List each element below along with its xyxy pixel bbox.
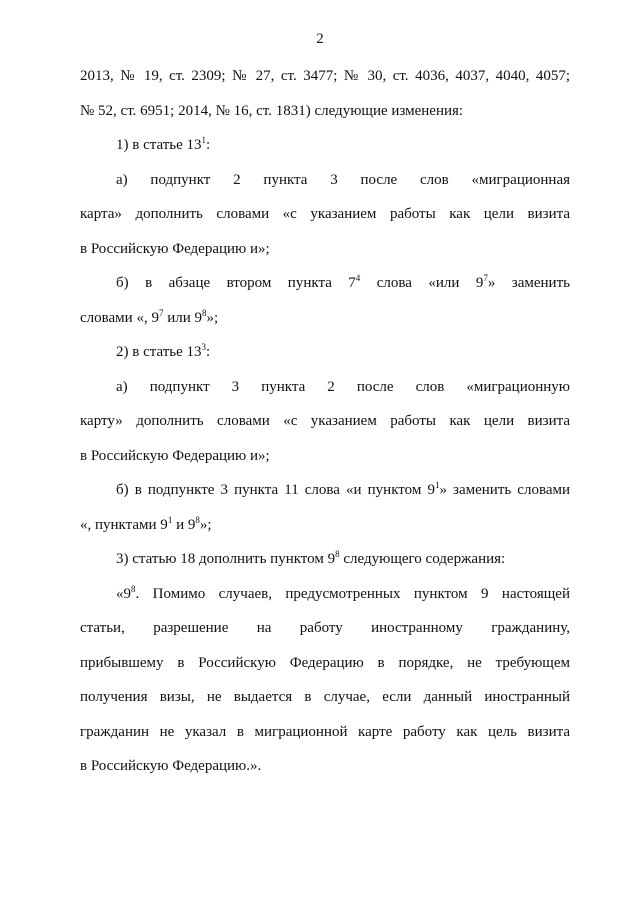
text-run: 1) в статье 13 [116,137,202,153]
paragraph [80,577,570,784]
text-line [80,749,570,784]
paragraph [80,163,570,267]
text-line [80,715,570,750]
text-run: »; [199,516,212,533]
text-run: «, пунктами 9 [80,516,168,533]
text-line [80,473,570,508]
text-run: словами «, 9 [80,309,159,326]
text-run: 2) в статье 13 [116,344,202,360]
text-run: в Российскую Федерацию.». [80,758,262,774]
text-run: а) подпункт 3 пункта 2 после слов «миграционную [116,378,570,395]
text-run: или 9 [163,309,203,326]
text-run: следующего содержания: [339,551,506,567]
text-line [80,128,570,163]
text-line [80,646,570,681]
text-run: «9 [116,585,131,602]
superscript: 8 [335,549,340,559]
superscript: 7 [158,307,164,318]
text-line [80,335,570,370]
superscript: 8 [131,583,136,594]
text-line [80,232,570,267]
text-run: : [206,137,211,153]
text-run: получения визы, не выдается в случае, если данный иностранный [80,689,570,705]
text-run: карту» дополнить словами «с указанием работы как цели визита [80,413,570,429]
paragraph [80,370,570,474]
paragraph [80,473,570,542]
paragraph [80,59,570,128]
paragraph [80,542,570,577]
text-line [80,680,570,715]
text-run: 2013, № 19, ст. 2309; № 27, ст. 3477; № 30, ст. 4036, 4037, 4040, 4057; [80,68,570,84]
text-run: б) в подпункте 3 пункта 11 слова «и пунктом 9 [116,482,435,498]
text-line [80,163,570,198]
paragraph [80,266,570,335]
text-line [80,542,570,577]
paragraph [80,335,570,370]
superscript: 1 [167,514,173,525]
text-line [80,611,570,646]
text-line [80,508,570,543]
text-run: статьи, разрешение на работу иностранному гражданину, [80,620,570,636]
text-run: и 9 [172,516,196,533]
text-line [80,577,570,612]
text-line [80,370,570,405]
text-run: № 52, ст. 6951; 2014, № 16, ст. 1831) следующие изменения: [80,102,464,119]
text-line [80,59,570,94]
superscript: 7 [483,273,488,283]
text-run: 3) статью 18 дополнить пунктом 9 [116,551,336,567]
text-line [80,197,570,232]
text-run: гражданин не указал в миграционной карте работу как цель визита [80,723,570,740]
text-line [80,301,570,336]
superscript: 4 [355,273,361,283]
superscript: 8 [195,514,200,525]
document-body [80,59,570,784]
text-run: прибывшему в Российскую Федерацию в порядке, не требующем [80,654,570,671]
text-run: в Российскую Федерацию и»; [80,240,270,257]
superscript: 8 [202,307,207,318]
text-line [80,94,570,129]
text-run: слова «или 9 [360,275,484,291]
text-run: » заменить [487,275,570,291]
text-run: : [206,344,211,360]
text-run: . Помимо случаев, предусмотренных пунктом 9 настоящей [135,585,570,602]
text-line [80,439,570,474]
text-run: »; [206,309,219,326]
superscript: 1 [434,480,440,490]
text-run: в Российскую Федерацию и»; [80,447,270,464]
text-line [80,404,570,439]
text-run: » заменить словами [439,482,570,498]
text-run: карта» дополнить словами «с указанием работы как цели визита [80,206,570,222]
text-line [80,266,570,301]
text-run: б) в абзаце втором пункта 7 [116,275,356,291]
text-run: а) подпункт 2 пункта 3 после слов «миграционная [116,171,570,188]
superscript: 3 [201,342,207,352]
page-number: 2 [316,31,324,47]
paragraph [80,128,570,163]
superscript: 1 [201,135,207,145]
